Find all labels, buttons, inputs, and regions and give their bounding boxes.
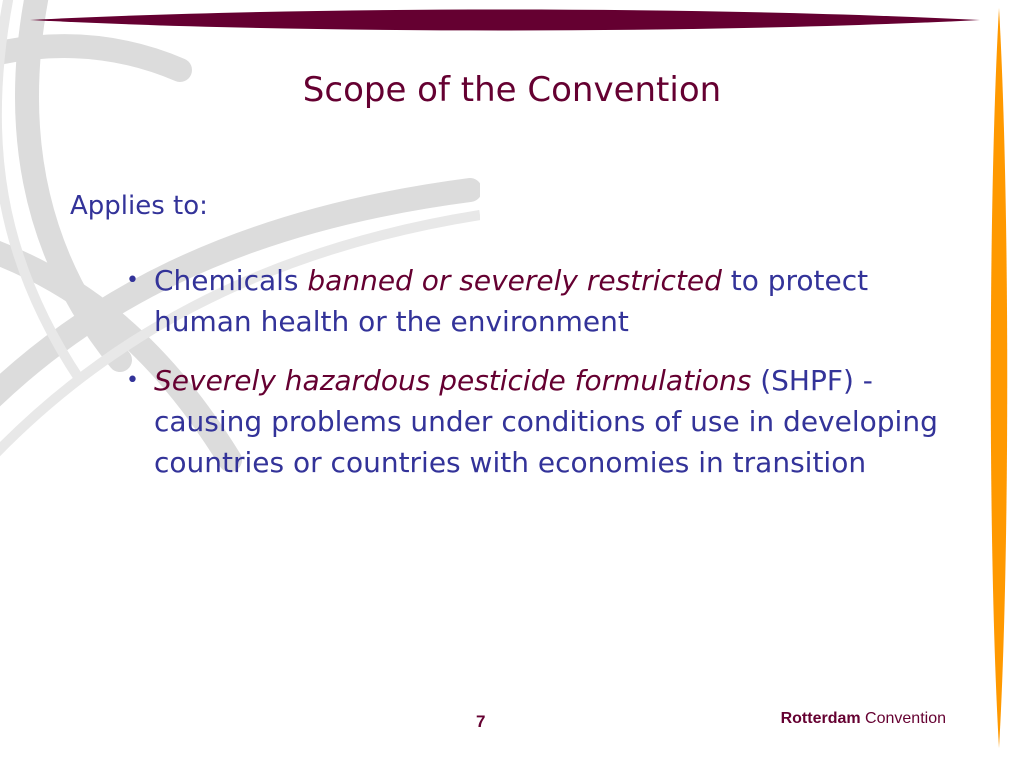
side-decorative-bar [984,0,1014,768]
footer-brand-bold: Rotterdam [780,710,861,727]
bullet-lead-text: Chemicals [154,264,308,297]
page-number: 7 [476,712,486,731]
bullet-emphasis-text: Severely hazardous pesticide formulations [154,364,752,397]
footer-brand-rest: Convention [860,710,946,727]
bullet-dot-icon: • [126,368,139,393]
bullet-list [126,260,956,501]
bullet-emphasis-text: banned or severely restricted [307,264,722,297]
bullet-item-chemicals [126,260,956,342]
section-heading: Applies to: [70,191,208,221]
top-decorative-bar [0,0,1024,40]
slide-title: Scope of the Convention [302,70,722,110]
bullet-dot-icon: • [126,268,139,293]
footer-brand [781,710,946,728]
bullet-rest-text: (SHPF) - causing problems under conditions of use in developing countries or countries with economies in transition [154,364,938,479]
bullet-item-shpf [126,360,956,483]
bullet-rest-text: to protect human health or the environment [154,264,869,338]
